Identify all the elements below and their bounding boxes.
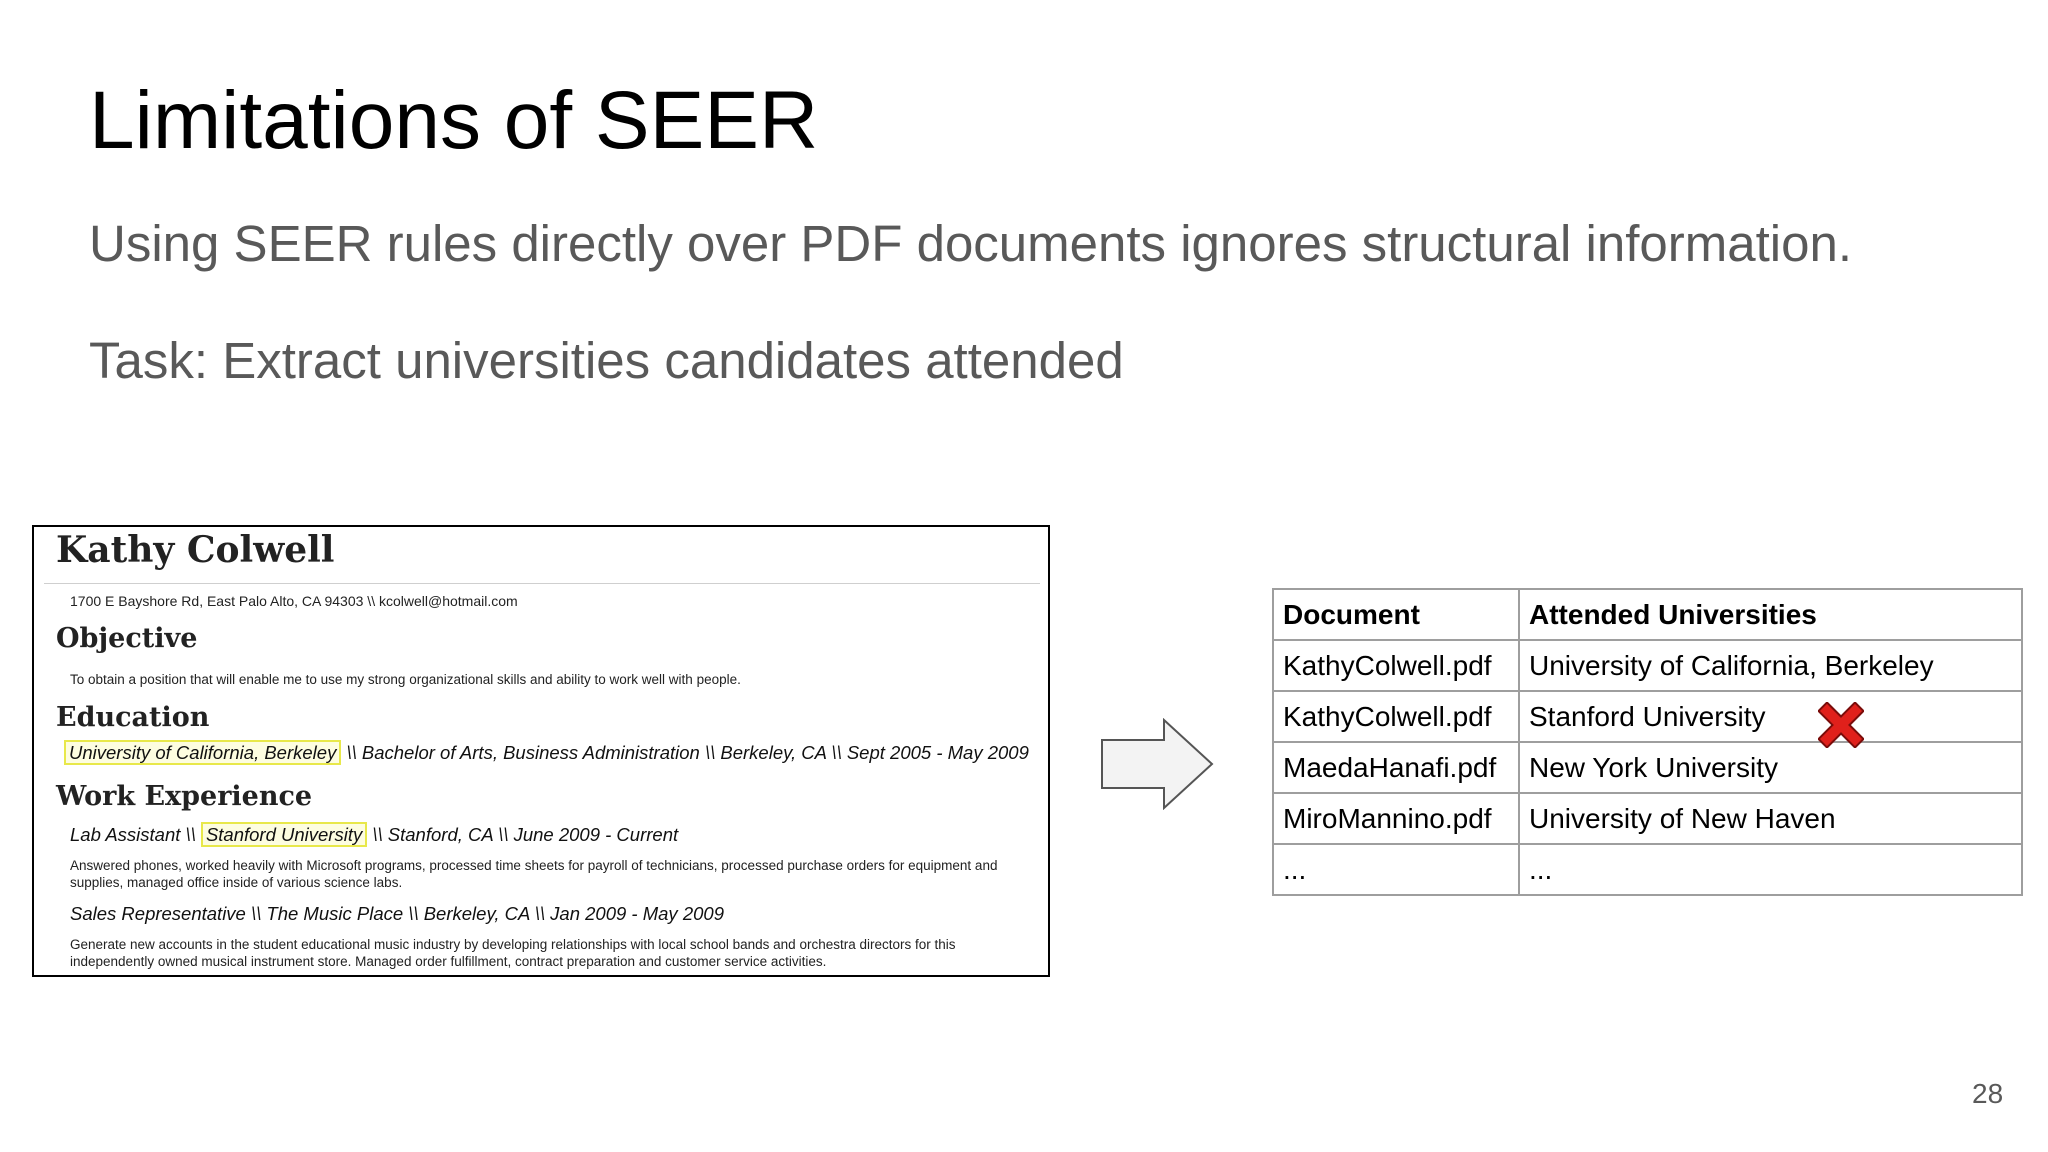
education-heading: Education bbox=[56, 702, 210, 733]
cell-university: University of New Haven bbox=[1519, 793, 2022, 844]
table-row bbox=[1273, 844, 2022, 895]
cell-document: KathyColwell.pdf bbox=[1273, 640, 1519, 691]
education-details: \\ Bachelor of Arts, Business Administration \\ Berkeley, CA \\ Sept 2005 - May 2009 bbox=[341, 742, 1029, 763]
objective-text: To obtain a position that will enable me to use my strong organizational skills and ability to work well with people. bbox=[70, 672, 741, 687]
results-table bbox=[1272, 588, 2023, 896]
table-row bbox=[1273, 640, 2022, 691]
cell-university: ... bbox=[1519, 844, 2022, 895]
task-description: Task: Extract universities candidates attended bbox=[89, 332, 1124, 389]
resume-contact: 1700 E Bayshore Rd, East Palo Alto, CA 94303 \\ kcolwell@hotmail.com bbox=[70, 593, 518, 609]
cell-university: New York University bbox=[1519, 742, 2022, 793]
job2-title: Sales Representative \\ The Music Place \\ Berkeley, CA \\ Jan 2009 - May 2009 bbox=[70, 903, 724, 924]
red-x-icon bbox=[1818, 702, 1864, 748]
resume-name: Kathy Colwell bbox=[56, 529, 335, 571]
education-university-highlight: University of California, Berkeley bbox=[64, 740, 341, 765]
job1-entry bbox=[70, 824, 678, 846]
cell-document: KathyColwell.pdf bbox=[1273, 691, 1519, 742]
table-header-row bbox=[1273, 589, 2022, 640]
cell-document: ... bbox=[1273, 844, 1519, 895]
cell-university: Stanford University bbox=[1519, 691, 2022, 742]
header-attended-universities: Attended Universities bbox=[1519, 589, 2022, 640]
table-row bbox=[1273, 742, 2022, 793]
cell-document: MaedaHanafi.pdf bbox=[1273, 742, 1519, 793]
cell-document: MiroMannino.pdf bbox=[1273, 793, 1519, 844]
resume-divider bbox=[44, 583, 1040, 584]
table-row bbox=[1273, 793, 2022, 844]
job1-description: Answered phones, worked heavily with Microsoft programs, processed time sheets for payroll of technicians, processed purchase orders for equipment and supplies, managed office inside of various science labs. bbox=[70, 858, 998, 890]
cell-university: University of California, Berkeley bbox=[1519, 640, 2022, 691]
header-document: Document bbox=[1273, 589, 1519, 640]
work-experience-heading: Work Experience bbox=[56, 781, 313, 812]
job2-description: Generate new accounts in the student educational music industry by developing relationships with local school bands and orchestra directors for this independently owned musical instrument store. Managed order fulfillment, contract preparation and customer service activities. bbox=[70, 937, 956, 969]
slide-subtitle: Using SEER rules directly over PDF documents ignores structural information. bbox=[89, 215, 1853, 272]
page-number: 28 bbox=[1972, 1078, 2004, 1109]
slide-title: Limitations of SEER bbox=[89, 75, 819, 166]
job1-details: \\ Stanford, CA \\ June 2009 - Current bbox=[367, 824, 679, 845]
job1-title: Lab Assistant \\ bbox=[70, 824, 201, 845]
objective-heading: Objective bbox=[56, 623, 198, 654]
resume-document bbox=[32, 525, 1050, 977]
education-entry bbox=[64, 742, 1029, 764]
right-arrow-icon bbox=[1100, 718, 1215, 810]
table-row bbox=[1273, 691, 2022, 742]
job1-university-highlight: Stanford University bbox=[201, 822, 367, 847]
